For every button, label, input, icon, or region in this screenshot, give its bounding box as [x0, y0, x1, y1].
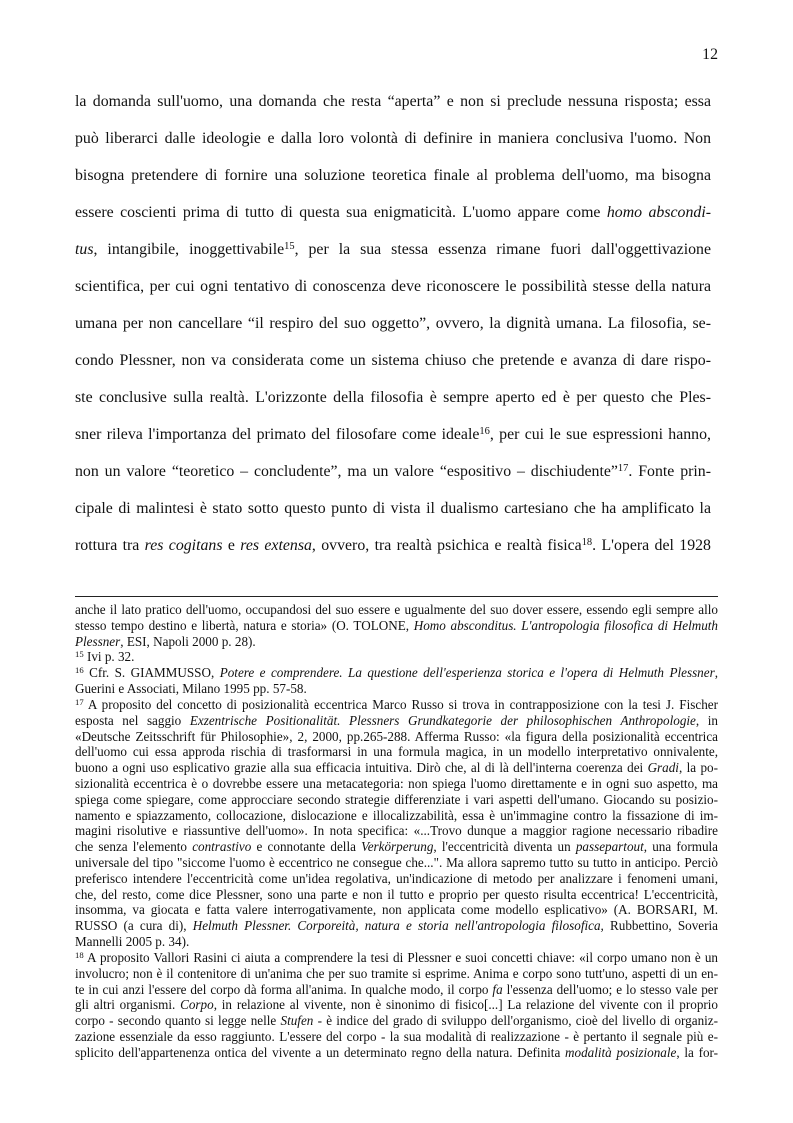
body-line — [75, 490, 711, 527]
body-line — [75, 342, 711, 379]
footnote-line — [75, 855, 718, 871]
footnote-line — [75, 713, 718, 729]
italic-run: Corpo — [180, 997, 214, 1013]
footnote-line — [75, 649, 718, 665]
italic-run: Homo absconditus. L'antropologia filosofica di Helmuth — [413, 617, 718, 633]
footnote-line — [75, 950, 718, 966]
text-run: Mannelli 2005 p. 34). — [75, 934, 190, 950]
footnote-line — [75, 839, 718, 855]
footnote-line — [75, 729, 718, 745]
text-run: splicito dell'appartenenza ontica del vivente a un determinato regno della natura. Definita — [75, 1044, 566, 1060]
footnote-separator — [75, 596, 718, 597]
text-run: , la for- — [676, 1044, 719, 1060]
footnote-reference: 18 — [581, 536, 593, 548]
footnote-line — [75, 602, 718, 618]
text-run: non un valore “teoretico – concludente”, ma un valore “espositivo – dischiudente” — [75, 463, 618, 480]
footnote-line — [75, 997, 718, 1013]
text-run: , in relazione al vivente, non è sinonimo di fisico[...] La relazione del vivente con il proprio — [213, 997, 718, 1013]
footnotes — [75, 602, 718, 1061]
italic-run: Helmuth Plessner. Corporeità, natura e storia nell'antropologia filosofica, — [192, 918, 604, 934]
body-line — [75, 379, 711, 416]
text-run: , per cui le sue espressioni hanno, — [489, 426, 711, 443]
text-run: e — [222, 537, 241, 554]
footnote-line — [75, 681, 718, 697]
text-run: A proposito del concetto di posizionalità eccentrica Marco Russo si trova in contrapposizione con la tesi J. Fischer — [83, 696, 718, 712]
text-run: Rubbettino, Soveria — [603, 918, 719, 934]
body-line — [75, 453, 711, 490]
text-run: , ovvero, tra realtà psichica e realtà fisica — [311, 537, 582, 554]
footnote-line — [75, 966, 718, 982]
italic-run: res extensa — [240, 537, 312, 554]
text-run: preferisco intendere l'eccentricità come un'idea regolativa, un'indicazione di metodo per analizzare i fenomeni umani, — [75, 870, 718, 886]
text-run: cipale di malintesi è stato sotto questo punto di vista il dualismo cartesiano che ha amplificato la — [75, 500, 711, 517]
italic-run: homo abscondi- — [606, 204, 711, 221]
text-run: te in cui anzi l'essere del corpo dà forma all'anima. In qualche modo, il corpo — [75, 981, 493, 997]
footnote-line — [75, 744, 718, 760]
text-run: sizionalità eccentrica è o dovrebbe essere una metacategoria: non spiega l'uomo direttamente e in ogni suo aspetto, ma — [75, 775, 718, 791]
footnote-16 — [75, 665, 718, 697]
text-run: esposta nel saggio — [75, 712, 190, 728]
footnote-number: 18 — [75, 949, 84, 960]
text-run: spiega come spiegare, come approcciare secondo strategie differenziate i vari aspetti dell'umano. Giocando su posizio- — [75, 791, 718, 807]
text-run: gli altri organismi. — [75, 997, 181, 1013]
body-line — [75, 120, 711, 157]
text-run: - è indice del grado di sviluppo dell'organismo, cioè del livello di organiz- — [313, 1013, 719, 1029]
text-run: Ivi p. 32. — [83, 649, 135, 665]
footnote-line — [75, 1013, 718, 1029]
italic-run: res cogitans — [144, 537, 223, 554]
body-text — [75, 83, 711, 564]
text-run: , in — [695, 712, 719, 728]
footnote-line — [75, 618, 718, 634]
footnote-18 — [75, 950, 718, 1061]
text-run: , — [714, 665, 718, 681]
text-run: RUSSO (a cura di), — [75, 918, 193, 934]
footnote-continued — [75, 602, 718, 649]
page-number: 12 — [702, 46, 718, 63]
footnote-line — [75, 823, 718, 839]
footnote-number: 16 — [75, 664, 84, 675]
text-run: essere coscienti prima di tutto di questa sua enigmaticità. L'uomo appare come — [75, 204, 607, 221]
body-line — [75, 305, 711, 342]
footnote-line — [75, 665, 718, 681]
text-run: Guerini e Associati, Milano 1995 pp. 57-58. — [75, 681, 307, 697]
italic-run: tus — [75, 241, 94, 258]
text-run: , per la sua stessa essenza rimane fuori dall'oggettivazione — [294, 241, 711, 258]
body-line — [75, 194, 711, 231]
text-run: la domanda sull'uomo, una domanda che resta “aperta” e non si preclude nessuna risposta; essa — [75, 93, 711, 110]
italic-run: modalità posizionale — [565, 1044, 677, 1060]
italic-run: Stufen — [280, 1013, 314, 1029]
text-run: può liberarci dalle ideologie e dalla loro volontà di definire in maniera conclusiva l'uomo. Non — [75, 130, 711, 147]
text-run: bisogna pretendere di fornire una soluzione teoretica finale al problema dell'uomo, ma bisogna — [75, 167, 711, 184]
footnote-line — [75, 1029, 718, 1045]
text-run: , la po- — [678, 760, 718, 776]
footnote-line — [75, 918, 718, 934]
text-run: «Deutsche Zeitsschrift für Philosophie», 2, 2000, pp.265-288. Afferma Russo: «la figura della posizionalità eccentrica — [75, 728, 718, 744]
body-line — [75, 527, 711, 564]
italic-run: Verkörperung — [361, 839, 434, 855]
italic-run: Plessner — [75, 633, 121, 649]
footnote-reference: 15 — [284, 240, 295, 252]
body-line — [75, 268, 711, 305]
text-run: l'essenza dell'uomo; e lo stesso vale per — [502, 981, 718, 997]
text-run: zazione essenziale da esso raggiunto. L'essere del corpo - la sua modalità di realizzazione - è pertanto il segnale più e- — [75, 1028, 718, 1044]
footnote-line — [75, 760, 718, 776]
footnote-line — [75, 808, 718, 824]
footnote-line — [75, 934, 718, 950]
footnote-line — [75, 776, 718, 792]
footnote-reference: 16 — [479, 425, 490, 437]
text-run: Cfr. S. GIAMMUSSO, — [83, 665, 220, 681]
text-run: corpo - secondo quanto si legge nelle — [75, 1013, 281, 1029]
text-run: , l'eccentricità diventa un — [433, 839, 576, 855]
footnote-line — [75, 887, 718, 903]
text-run: che senza l'elemento — [75, 839, 193, 855]
italic-run: fa — [492, 981, 503, 997]
footnote-17 — [75, 697, 718, 950]
text-run: buono a ogni uso esplicativo grazie alla sua efficacia intuitiva. Dirò che, al di là dell'interna coerenza dei — [75, 760, 648, 776]
text-run: anche il lato pratico dell'uomo, occupandosi del suo essere e ugualmente del suo dover essere, essendo egli sempre allo — [75, 602, 718, 617]
text-run: scientifica, per cui ogni tentativo di conoscenza deve riconoscere le possibilità stesse della natura — [75, 278, 711, 295]
body-line — [75, 416, 711, 453]
italic-run: Potere e comprendere. La questione dell'esperienza storica e l'opera di Helmuth Plessner — [219, 665, 715, 681]
italic-run: passepartout — [575, 839, 644, 855]
body-line — [75, 157, 711, 194]
footnote-line — [75, 871, 718, 887]
body-line — [75, 231, 711, 268]
text-run: e connotante della — [251, 839, 362, 855]
text-run: . L'opera del 1928 — [592, 537, 711, 554]
text-run: condo Plessner, non va considerata come un sistema chiuso che pretende e avanza di dare rispo- — [75, 352, 711, 369]
text-run: , ESI, Napoli 2000 p. 28). — [120, 633, 256, 649]
footnote-number: 17 — [75, 696, 84, 707]
text-run: . Fonte prin- — [628, 463, 711, 480]
text-run: A proposito Vallori Rasini ci aiuta a comprendere la tesi di Plessner e suoi concetti chiave: «il corpo umano non è un — [83, 949, 718, 965]
footnote-line — [75, 902, 718, 918]
footnote-line — [75, 634, 718, 650]
footnote-reference: 17 — [617, 462, 629, 474]
text-run: rottura tra — [75, 537, 145, 554]
text-run: ste conclusive sulla realtà. L'orizzonte della filosofia è sempre aperto ed è per questo che Ples- — [75, 389, 711, 406]
footnote-line — [75, 697, 718, 713]
italic-run: Exzentrische Positionalität. Plessners Grundkategorie der philosophischen Anthropologie — [189, 712, 696, 728]
text-run: involucro; non è il contenitore di un'anima che per suo tramite si esprime. Anima e corpo sono tutt'uno, aspetti di un en- — [75, 965, 718, 981]
text-run: dell'uomo cui essa approda rischia di trasformarsi in una formula magica, in un modello interpretativo onnivalente, — [75, 744, 718, 760]
text-run: insomma, va giocata e fatta valere interrogativamente, non applicata come modello esplicativo» (A. BORSARI, M. — [75, 902, 718, 918]
italic-run: contrastivo — [192, 839, 252, 855]
footnote-line — [75, 1045, 718, 1061]
text-run: che, del resto, come dice Plessner, sono una parte e non il tutto e proprio per questo risulta eccentrica! L'eccentricità, — [75, 886, 718, 902]
body-line — [75, 83, 711, 120]
text-run: magini risolutive e riassuntive dell'uomo». In nota specifica: «...Trovo dunque a maggior ragione necessario ribadire — [75, 823, 718, 839]
footnote-line — [75, 792, 718, 808]
footnote-line — [75, 982, 718, 998]
italic-run: Gradi — [647, 760, 679, 776]
text-run: , una formula — [643, 839, 718, 855]
text-run: universale del tipo "siccome l'uomo è eccentrico ne consegue che...". Ma allora sapremo tutto su tutto in anticipo. Perciò — [75, 855, 718, 870]
footnote-15 — [75, 649, 718, 665]
footnote-number: 15 — [75, 649, 84, 660]
text-run: namento e spiazzamento, collocazione, dislocazione e illocalizzabilità, essa è un'immagine contro la fissazione di im- — [75, 807, 718, 823]
text-run: stesso tempo destino e libertà, natura e storia» (O. TOLONE, — [75, 617, 414, 633]
text-run: , intangibile, inoggettivabile — [93, 241, 285, 258]
text-run: umana per non cancellare “il respiro del suo oggetto”, ovvero, la dignità umana. La filosofia, se- — [75, 315, 711, 332]
text-run: sner rileva l'importanza del primato del filosofare come ideale — [75, 426, 480, 443]
